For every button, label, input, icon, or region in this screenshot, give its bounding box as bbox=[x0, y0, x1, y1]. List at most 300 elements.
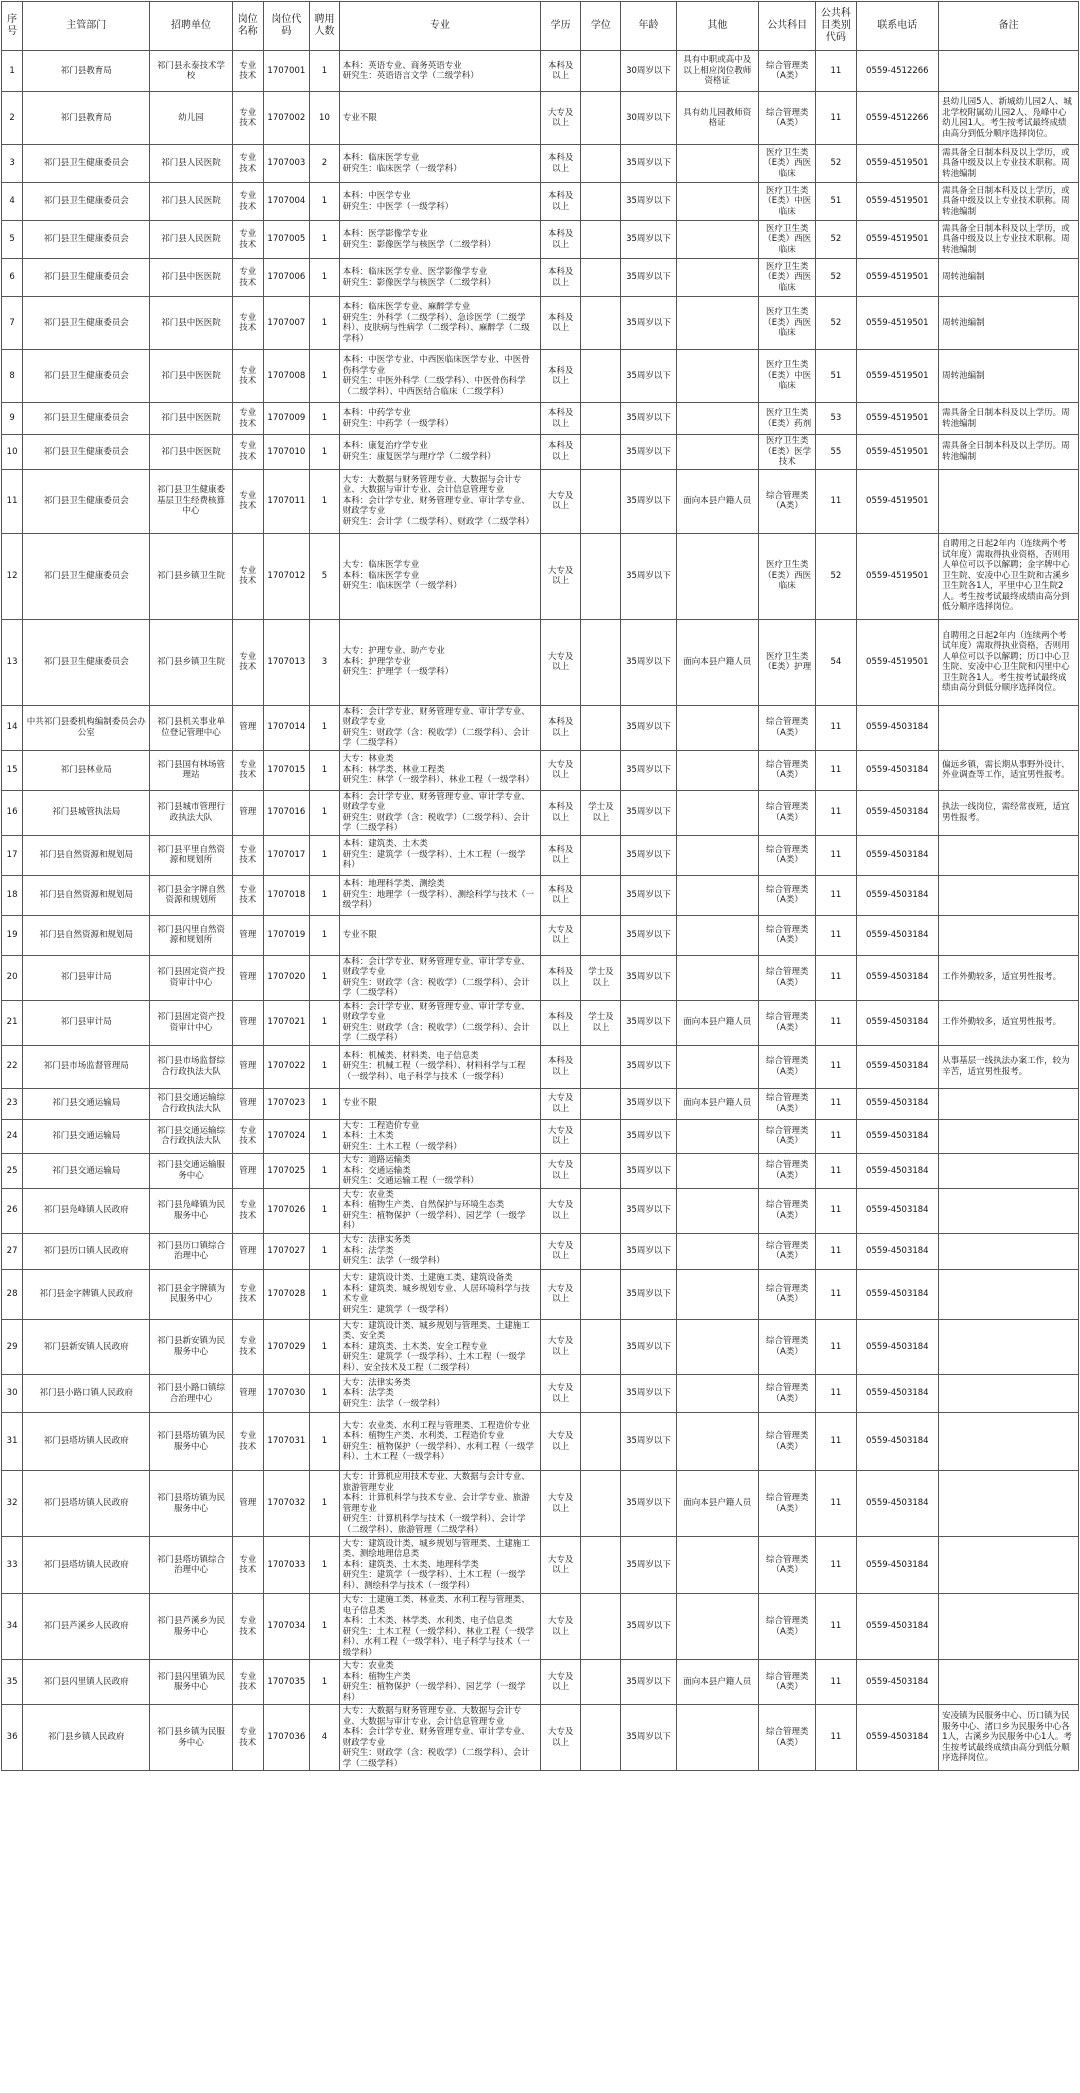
dept-cell: 祁门县金字牌镇人民政府 bbox=[23, 1269, 150, 1319]
phone-cell: 0559-4503184 bbox=[856, 750, 939, 790]
note-cell: 执法一线岗位，需经常夜班，适宜男性报考。 bbox=[939, 790, 1079, 835]
table-row bbox=[2, 1269, 1079, 1319]
note-cell: 周转池编制 bbox=[939, 297, 1079, 350]
note-cell bbox=[939, 1471, 1079, 1537]
post-cell: 管理 bbox=[232, 1045, 263, 1088]
age-cell: 35周岁以下 bbox=[621, 350, 676, 403]
other-cell: 面向本县户籍人员 bbox=[676, 469, 759, 533]
other-cell bbox=[676, 1537, 759, 1594]
note-cell bbox=[939, 1119, 1079, 1154]
count-cell: 1 bbox=[310, 297, 340, 350]
table-row bbox=[2, 1660, 1079, 1705]
post-cell: 专业技术 bbox=[232, 1188, 263, 1233]
count-cell: 1 bbox=[310, 955, 340, 1000]
code-cell: 1707008 bbox=[263, 350, 310, 403]
code-cell: 1707007 bbox=[263, 297, 310, 350]
dept-cell: 祁门县自然资源和规划局 bbox=[23, 875, 150, 915]
age-cell: 35周岁以下 bbox=[621, 875, 676, 915]
post-cell: 专业技术 bbox=[232, 183, 263, 221]
post-cell: 管理 bbox=[232, 790, 263, 835]
dept-cell: 祁门县卫生健康委员会 bbox=[23, 533, 150, 619]
unit-cell: 祁门县金字牌镇为民服务中心 bbox=[150, 1269, 233, 1319]
code-cell: 1707033 bbox=[263, 1537, 310, 1594]
major-cell: 本科：中医学专业 研究生：中医学（一级学科） bbox=[339, 183, 540, 221]
edu-cell: 大专及以上 bbox=[540, 1154, 580, 1189]
degree-cell bbox=[581, 297, 621, 350]
subject-cell: 综合管理类（A类） bbox=[759, 1471, 816, 1537]
major-cell: 专业不限 bbox=[339, 1088, 540, 1119]
row-no: 25 bbox=[2, 1154, 23, 1189]
phone-cell: 0559-4503184 bbox=[856, 1045, 939, 1088]
dept-cell: 中共祁门县委机构编制委员会办公室 bbox=[23, 705, 150, 750]
unit-cell: 祁门县凫峰镇为民服务中心 bbox=[150, 1188, 233, 1233]
count-cell: 1 bbox=[310, 1375, 340, 1413]
phone-cell: 0559-4503184 bbox=[856, 1188, 939, 1233]
header-dept: 主管部门 bbox=[23, 2, 150, 51]
age-cell: 35周岁以下 bbox=[621, 1000, 676, 1045]
subcode-cell: 52 bbox=[816, 297, 856, 350]
note-cell: 自聘用之日起2年内（连续两个考试年度）需取得执业资格，否则用人单位可以予以解聘；金字牌中心卫生院、安凌中心卫生院和古溪乡卫生院各1人，平里中心卫生院2人。考生按考试最终成绩由高分到低分顺序选择岗位。 bbox=[939, 533, 1079, 619]
table-row bbox=[2, 1045, 1079, 1088]
subject-cell: 医疗卫生类（E类）护理 bbox=[759, 619, 816, 705]
code-cell: 1707031 bbox=[263, 1413, 310, 1471]
subject-cell: 综合管理类（A类） bbox=[759, 915, 816, 955]
edu-cell: 大专及以上 bbox=[540, 1660, 580, 1705]
major-cell: 本科：中医学专业、中西医临床医学专业、中医骨伤科学专业 研究生：中医外科学（二级学科）、中医骨伤科学（二级学科）、中西医结合临床（二级学科） bbox=[339, 350, 540, 403]
edu-cell: 本科及以上 bbox=[540, 875, 580, 915]
table-row bbox=[2, 915, 1079, 955]
degree-cell: 学士及以上 bbox=[581, 790, 621, 835]
count-cell: 1 bbox=[310, 790, 340, 835]
other-cell bbox=[676, 1154, 759, 1189]
edu-cell: 大专及以上 bbox=[540, 1705, 580, 1771]
note-cell bbox=[939, 1319, 1079, 1375]
row-no: 15 bbox=[2, 750, 23, 790]
subcode-cell: 11 bbox=[816, 1375, 856, 1413]
row-no: 36 bbox=[2, 1705, 23, 1771]
note-cell bbox=[939, 1375, 1079, 1413]
table-row bbox=[2, 1188, 1079, 1233]
age-cell: 35周岁以下 bbox=[621, 469, 676, 533]
edu-cell: 本科及以上 bbox=[540, 790, 580, 835]
note-cell: 需具备全日制本科及以上学历，或具备中级及以上专业技术职称。周转池编制 bbox=[939, 183, 1079, 221]
phone-cell: 0559-4503184 bbox=[856, 1594, 939, 1660]
other-cell bbox=[676, 1269, 759, 1319]
edu-cell: 大专及以上 bbox=[540, 1233, 580, 1269]
phone-cell: 0559-4503184 bbox=[856, 1537, 939, 1594]
subcode-cell: 11 bbox=[816, 1233, 856, 1269]
subject-cell: 医疗卫生类（E类）药剂 bbox=[759, 403, 816, 435]
degree-cell bbox=[581, 51, 621, 92]
count-cell: 1 bbox=[310, 875, 340, 915]
table-row bbox=[2, 1000, 1079, 1045]
dept-cell: 祁门县卫生健康委员会 bbox=[23, 619, 150, 705]
count-cell: 1 bbox=[310, 1319, 340, 1375]
subject-cell: 综合管理类（A类） bbox=[759, 1660, 816, 1705]
post-cell: 管理 bbox=[232, 1375, 263, 1413]
note-cell bbox=[939, 1269, 1079, 1319]
code-cell: 1707012 bbox=[263, 533, 310, 619]
dept-cell: 祁门县乡镇人民政府 bbox=[23, 1705, 150, 1771]
other-cell bbox=[676, 1119, 759, 1154]
subcode-cell: 11 bbox=[816, 1319, 856, 1375]
age-cell: 35周岁以下 bbox=[621, 297, 676, 350]
unit-cell: 祁门县交通运输综合行政执法大队 bbox=[150, 1088, 233, 1119]
phone-cell: 0559-4503184 bbox=[856, 875, 939, 915]
row-no: 17 bbox=[2, 835, 23, 875]
post-cell: 管理 bbox=[232, 705, 263, 750]
table-row bbox=[2, 92, 1079, 145]
count-cell: 1 bbox=[310, 1660, 340, 1705]
subject-cell: 综合管理类（A类） bbox=[759, 1188, 816, 1233]
header-phone: 联系电话 bbox=[856, 2, 939, 51]
note-cell bbox=[939, 1537, 1079, 1594]
post-cell: 管理 bbox=[232, 1000, 263, 1045]
dept-cell: 祁门县交通运输局 bbox=[23, 1119, 150, 1154]
subject-cell: 综合管理类（A类） bbox=[759, 875, 816, 915]
note-cell bbox=[939, 1233, 1079, 1269]
code-cell: 1707010 bbox=[263, 435, 310, 470]
degree-cell bbox=[581, 533, 621, 619]
edu-cell: 大专及以上 bbox=[540, 1375, 580, 1413]
subject-cell: 综合管理类（A类） bbox=[759, 1705, 816, 1771]
header-count: 聘用人数 bbox=[310, 2, 340, 51]
edu-cell: 本科及以上 bbox=[540, 51, 580, 92]
degree-cell bbox=[581, 1188, 621, 1233]
code-cell: 1707001 bbox=[263, 51, 310, 92]
header-major: 专业 bbox=[339, 2, 540, 51]
major-cell: 大专：法律实务类 本科：法学类 研究生：法学（一级学科） bbox=[339, 1233, 540, 1269]
phone-cell: 0559-4512266 bbox=[856, 51, 939, 92]
degree-cell bbox=[581, 750, 621, 790]
major-cell: 大专：工程造价专业 本科：土木类 研究生：土木工程（一级学科） bbox=[339, 1119, 540, 1154]
unit-cell: 祁门县中医医院 bbox=[150, 297, 233, 350]
age-cell: 35周岁以下 bbox=[621, 1413, 676, 1471]
subcode-cell: 11 bbox=[816, 875, 856, 915]
table-row bbox=[2, 435, 1079, 470]
note-cell bbox=[939, 1154, 1079, 1189]
unit-cell: 幼儿园 bbox=[150, 92, 233, 145]
phone-cell: 0559-4519501 bbox=[856, 403, 939, 435]
code-cell: 1707030 bbox=[263, 1375, 310, 1413]
major-cell: 大专：临床医学专业 本科：临床医学专业 研究生：临床医学（一级学科） bbox=[339, 533, 540, 619]
degree-cell bbox=[581, 619, 621, 705]
phone-cell: 0559-4519501 bbox=[856, 221, 939, 259]
row-no: 14 bbox=[2, 705, 23, 750]
count-cell: 1 bbox=[310, 1045, 340, 1088]
subcode-cell: 52 bbox=[816, 259, 856, 297]
count-cell: 1 bbox=[310, 1000, 340, 1045]
major-cell: 大专：大数据与财务管理专业、大数据与会计专业、大数据与审计专业、会计信息管理专业 本科：会计学专业、财务管理专业、审计学专业、财政学专业 研究生：会计学（二级学科）、财政学（二级学科） bbox=[339, 469, 540, 533]
unit-cell: 祁门县市场监督综合行政执法大队 bbox=[150, 1045, 233, 1088]
major-cell: 本科：医学影像学专业 研究生：影像医学与核医学（二级学科） bbox=[339, 221, 540, 259]
age-cell: 35周岁以下 bbox=[621, 435, 676, 470]
other-cell bbox=[676, 1705, 759, 1771]
dept-cell: 祁门县闪里镇人民政府 bbox=[23, 1660, 150, 1705]
edu-cell: 本科及以上 bbox=[540, 705, 580, 750]
major-cell: 本科：临床医学专业、医学影像学专业 研究生：影像医学与核医学（二级学科） bbox=[339, 259, 540, 297]
subject-cell: 医疗卫生类（E类）医学技术 bbox=[759, 435, 816, 470]
note-cell bbox=[939, 1413, 1079, 1471]
dept-cell: 祁门县审计局 bbox=[23, 955, 150, 1000]
code-cell: 1707011 bbox=[263, 469, 310, 533]
major-cell: 专业不限 bbox=[339, 92, 540, 145]
subject-cell: 综合管理类（A类） bbox=[759, 469, 816, 533]
edu-cell: 本科及以上 bbox=[540, 1045, 580, 1088]
count-cell: 1 bbox=[310, 1471, 340, 1537]
unit-cell: 祁门县中医医院 bbox=[150, 435, 233, 470]
code-cell: 1707027 bbox=[263, 1233, 310, 1269]
subject-cell: 综合管理类（A类） bbox=[759, 1269, 816, 1319]
edu-cell: 大专及以上 bbox=[540, 915, 580, 955]
table-row bbox=[2, 533, 1079, 619]
unit-cell: 祁门县塔坊镇为民服务中心 bbox=[150, 1413, 233, 1471]
code-cell: 1707015 bbox=[263, 750, 310, 790]
count-cell: 1 bbox=[310, 1119, 340, 1154]
header-post: 岗位名称 bbox=[232, 2, 263, 51]
subcode-cell: 54 bbox=[816, 619, 856, 705]
dept-cell: 祁门县卫生健康委员会 bbox=[23, 403, 150, 435]
dept-cell: 祁门县教育局 bbox=[23, 92, 150, 145]
row-no: 33 bbox=[2, 1537, 23, 1594]
subcode-cell: 11 bbox=[816, 1705, 856, 1771]
age-cell: 35周岁以下 bbox=[621, 403, 676, 435]
note-cell: 偏远乡镇，需长期从事野外设计、外业调查等工作，适宜男性报考。 bbox=[939, 750, 1079, 790]
unit-cell: 祁门县乡镇卫生院 bbox=[150, 619, 233, 705]
age-cell: 35周岁以下 bbox=[621, 145, 676, 183]
other-cell bbox=[676, 915, 759, 955]
age-cell: 35周岁以下 bbox=[621, 221, 676, 259]
other-cell bbox=[676, 1413, 759, 1471]
dept-cell: 祁门县卫生健康委员会 bbox=[23, 221, 150, 259]
major-cell: 本科：临床医学专业、麻醉学专业 研究生：外科学（二级学科）、急诊医学（二级学科）、皮肤病与性病学（二级学科）、麻醉学（二级学科） bbox=[339, 297, 540, 350]
note-cell bbox=[939, 1088, 1079, 1119]
unit-cell: 祁门县交通运输服务中心 bbox=[150, 1154, 233, 1189]
post-cell: 专业技术 bbox=[232, 145, 263, 183]
note-cell bbox=[939, 915, 1079, 955]
code-cell: 1707013 bbox=[263, 619, 310, 705]
subject-cell: 综合管理类（A类） bbox=[759, 1119, 816, 1154]
note-cell: 县幼儿园5人、新城幼儿园2人、城北学校附属幼儿园2人、凫峰中心幼儿园1人。考生按考试最终成绩由高分到低分顺序选择岗位。 bbox=[939, 92, 1079, 145]
edu-cell: 本科及以上 bbox=[540, 221, 580, 259]
header-code: 岗位代码 bbox=[263, 2, 310, 51]
table-row bbox=[2, 1471, 1079, 1537]
count-cell: 1 bbox=[310, 259, 340, 297]
other-cell: 面向本县户籍人员 bbox=[676, 619, 759, 705]
code-cell: 1707024 bbox=[263, 1119, 310, 1154]
dept-cell: 祁门县市场监督管理局 bbox=[23, 1045, 150, 1088]
phone-cell: 0559-4503184 bbox=[856, 1088, 939, 1119]
unit-cell: 祁门县中医医院 bbox=[150, 259, 233, 297]
age-cell: 35周岁以下 bbox=[621, 1188, 676, 1233]
note-cell: 安凌镇为民服务中心、历口镇为民服务中心、渚口乡为民服务中心各1人，古溪乡为民服务中心1人。考生按考试最终成绩由高分到低分顺序选择岗位。 bbox=[939, 1705, 1079, 1771]
major-cell: 大专：农业类 本科：植物生产类、自然保护与环境生态类 研究生：植物保护（一级学科）、园艺学（一级学科） bbox=[339, 1188, 540, 1233]
row-no: 12 bbox=[2, 533, 23, 619]
table-row bbox=[2, 1154, 1079, 1189]
header-age: 年龄 bbox=[621, 2, 676, 51]
table-row bbox=[2, 1119, 1079, 1154]
row-no: 34 bbox=[2, 1594, 23, 1660]
unit-cell: 祁门县固定资产投资审计中心 bbox=[150, 1000, 233, 1045]
unit-cell: 祁门县国有林场管理站 bbox=[150, 750, 233, 790]
major-cell: 专业不限 bbox=[339, 915, 540, 955]
count-cell: 1 bbox=[310, 183, 340, 221]
row-no: 31 bbox=[2, 1413, 23, 1471]
edu-cell: 大专及以上 bbox=[540, 619, 580, 705]
table-row bbox=[2, 1375, 1079, 1413]
edu-cell: 本科及以上 bbox=[540, 955, 580, 1000]
age-cell: 30周岁以下 bbox=[621, 51, 676, 92]
row-no: 27 bbox=[2, 1233, 23, 1269]
other-cell: 面向本县户籍人员 bbox=[676, 1088, 759, 1119]
post-cell: 专业技术 bbox=[232, 297, 263, 350]
subcode-cell: 11 bbox=[816, 1594, 856, 1660]
degree-cell bbox=[581, 1269, 621, 1319]
other-cell bbox=[676, 297, 759, 350]
phone-cell: 0559-4519501 bbox=[856, 297, 939, 350]
phone-cell: 0559-4503184 bbox=[856, 1233, 939, 1269]
row-no: 3 bbox=[2, 145, 23, 183]
post-cell: 专业技术 bbox=[232, 1413, 263, 1471]
table-row bbox=[2, 259, 1079, 297]
count-cell: 1 bbox=[310, 1188, 340, 1233]
code-cell: 1707029 bbox=[263, 1319, 310, 1375]
note-cell: 工作外勤较多，适宜男性报考。 bbox=[939, 955, 1079, 1000]
table-row bbox=[2, 619, 1079, 705]
row-no: 32 bbox=[2, 1471, 23, 1537]
note-cell bbox=[939, 875, 1079, 915]
subject-cell: 综合管理类（A类） bbox=[759, 750, 816, 790]
code-cell: 1707026 bbox=[263, 1188, 310, 1233]
subcode-cell: 11 bbox=[816, 790, 856, 835]
other-cell: 具有中职或高中及以上相应岗位教师资格证 bbox=[676, 51, 759, 92]
unit-cell: 祁门县机关事业单位登记管理中心 bbox=[150, 705, 233, 750]
degree-cell bbox=[581, 350, 621, 403]
subcode-cell: 11 bbox=[816, 1000, 856, 1045]
major-cell: 本科：地理科学类、测绘类 研究生：地理学（一级学科）、测绘科学与技术（一级学科） bbox=[339, 875, 540, 915]
note-cell bbox=[939, 835, 1079, 875]
other-cell: 面向本县户籍人员 bbox=[676, 1000, 759, 1045]
table-row bbox=[2, 403, 1079, 435]
row-no: 11 bbox=[2, 469, 23, 533]
edu-cell: 本科及以上 bbox=[540, 259, 580, 297]
subject-cell: 综合管理类（A类） bbox=[759, 955, 816, 1000]
phone-cell: 0559-4503184 bbox=[856, 955, 939, 1000]
table-row bbox=[2, 875, 1079, 915]
major-cell: 本科：会计学专业、财务管理专业、审计学专业、财政学专业 研究生：财政学（含：税收学）（二级学科）、会计学（二级学科） bbox=[339, 1000, 540, 1045]
unit-cell: 祁门县小路口镇综合治理中心 bbox=[150, 1375, 233, 1413]
phone-cell: 0559-4503184 bbox=[856, 915, 939, 955]
subcode-cell: 11 bbox=[816, 955, 856, 1000]
row-no: 13 bbox=[2, 619, 23, 705]
subject-cell: 综合管理类（A类） bbox=[759, 1413, 816, 1471]
other-cell bbox=[676, 435, 759, 470]
subject-cell: 综合管理类（A类） bbox=[759, 1537, 816, 1594]
row-no: 10 bbox=[2, 435, 23, 470]
row-no: 26 bbox=[2, 1188, 23, 1233]
count-cell: 3 bbox=[310, 619, 340, 705]
header-subcode: 公共科目类别代码 bbox=[816, 2, 856, 51]
dept-cell: 祁门县卫生健康委员会 bbox=[23, 183, 150, 221]
count-cell: 1 bbox=[310, 750, 340, 790]
major-cell: 大专：建筑设计类、城乡规划与管理类、土建施工类、安全类 本科：建筑类、土木类、安全工程专业 研究生：建筑学（一级学科）、土木工程（一级学科）、安全技术及工程（二级学科） bbox=[339, 1319, 540, 1375]
degree-cell bbox=[581, 1233, 621, 1269]
subcode-cell: 11 bbox=[816, 915, 856, 955]
note-cell bbox=[939, 705, 1079, 750]
edu-cell: 本科及以上 bbox=[540, 1000, 580, 1045]
header-edu: 学历 bbox=[540, 2, 580, 51]
table-row bbox=[2, 955, 1079, 1000]
count-cell: 1 bbox=[310, 51, 340, 92]
edu-cell: 本科及以上 bbox=[540, 350, 580, 403]
degree-cell bbox=[581, 221, 621, 259]
age-cell: 35周岁以下 bbox=[621, 1154, 676, 1189]
phone-cell: 0559-4503184 bbox=[856, 1269, 939, 1319]
subject-cell: 综合管理类（A类） bbox=[759, 1375, 816, 1413]
subcode-cell: 52 bbox=[816, 145, 856, 183]
major-cell: 大专：农业类 本科：植物生产类 研究生：植物保护（一级学科）、园艺学（一级学科） bbox=[339, 1660, 540, 1705]
phone-cell: 0559-4503184 bbox=[856, 1660, 939, 1705]
major-cell: 大专：建筑设计类、城乡规划与管理类、土建施工类、测绘地理信息类 本科：建筑类、土木类、地理科学类 研究生：建筑学（一级学科）、土木工程（一级学科）、测绘科学与技术（一级学科） bbox=[339, 1537, 540, 1594]
unit-cell: 祁门县乡镇卫生院 bbox=[150, 533, 233, 619]
major-cell: 大专：农业类、水利工程与管理类、工程造价专业 本科：植物生产类、水利类、工程造价专业 研究生：植物保护（一级学科）、水利工程（一级学科）、土木工程（一级学科） bbox=[339, 1413, 540, 1471]
age-cell: 35周岁以下 bbox=[621, 1233, 676, 1269]
phone-cell: 0559-4503184 bbox=[856, 1319, 939, 1375]
unit-cell: 祁门县新安镇为民服务中心 bbox=[150, 1319, 233, 1375]
note-cell bbox=[939, 51, 1079, 92]
edu-cell: 本科及以上 bbox=[540, 297, 580, 350]
header-degree: 学位 bbox=[581, 2, 621, 51]
age-cell: 35周岁以下 bbox=[621, 1119, 676, 1154]
dept-cell: 祁门县交通运输局 bbox=[23, 1088, 150, 1119]
degree-cell bbox=[581, 183, 621, 221]
degree-cell bbox=[581, 1537, 621, 1594]
unit-cell: 祁门县平里自然资源和规划所 bbox=[150, 835, 233, 875]
phone-cell: 0559-4519501 bbox=[856, 435, 939, 470]
phone-cell: 0559-4519501 bbox=[856, 259, 939, 297]
note-cell: 从事基层一线执法办案工作，较为辛苦，适宜男性报考。 bbox=[939, 1045, 1079, 1088]
table-row bbox=[2, 790, 1079, 835]
age-cell: 35周岁以下 bbox=[621, 1269, 676, 1319]
other-cell: 面向本县户籍人员 bbox=[676, 1471, 759, 1537]
table-body bbox=[2, 51, 1079, 1771]
subcode-cell: 51 bbox=[816, 350, 856, 403]
degree-cell bbox=[581, 1660, 621, 1705]
other-cell bbox=[676, 350, 759, 403]
age-cell: 30周岁以下 bbox=[621, 92, 676, 145]
age-cell: 35周岁以下 bbox=[621, 705, 676, 750]
subcode-cell: 11 bbox=[816, 1471, 856, 1537]
post-cell: 专业技术 bbox=[232, 1705, 263, 1771]
subcode-cell: 51 bbox=[816, 183, 856, 221]
post-cell: 专业技术 bbox=[232, 750, 263, 790]
major-cell: 本科：英语专业、商务英语专业 研究生：英语语言文学（二级学科） bbox=[339, 51, 540, 92]
major-cell: 本科：会计学专业、财务管理专业、审计学专业、财政学专业 研究生：财政学（含：税收学）（二级学科）、会计学（二级学科） bbox=[339, 705, 540, 750]
degree-cell: 学士及以上 bbox=[581, 1000, 621, 1045]
degree-cell bbox=[581, 1375, 621, 1413]
post-cell: 管理 bbox=[232, 955, 263, 1000]
edu-cell: 大专及以上 bbox=[540, 1413, 580, 1471]
degree-cell bbox=[581, 1413, 621, 1471]
phone-cell: 0559-4512266 bbox=[856, 92, 939, 145]
edu-cell: 大专及以上 bbox=[540, 1594, 580, 1660]
age-cell: 35周岁以下 bbox=[621, 1594, 676, 1660]
degree-cell bbox=[581, 92, 621, 145]
subcode-cell: 11 bbox=[816, 1413, 856, 1471]
code-cell: 1707003 bbox=[263, 145, 310, 183]
row-no: 4 bbox=[2, 183, 23, 221]
code-cell: 1707021 bbox=[263, 1000, 310, 1045]
